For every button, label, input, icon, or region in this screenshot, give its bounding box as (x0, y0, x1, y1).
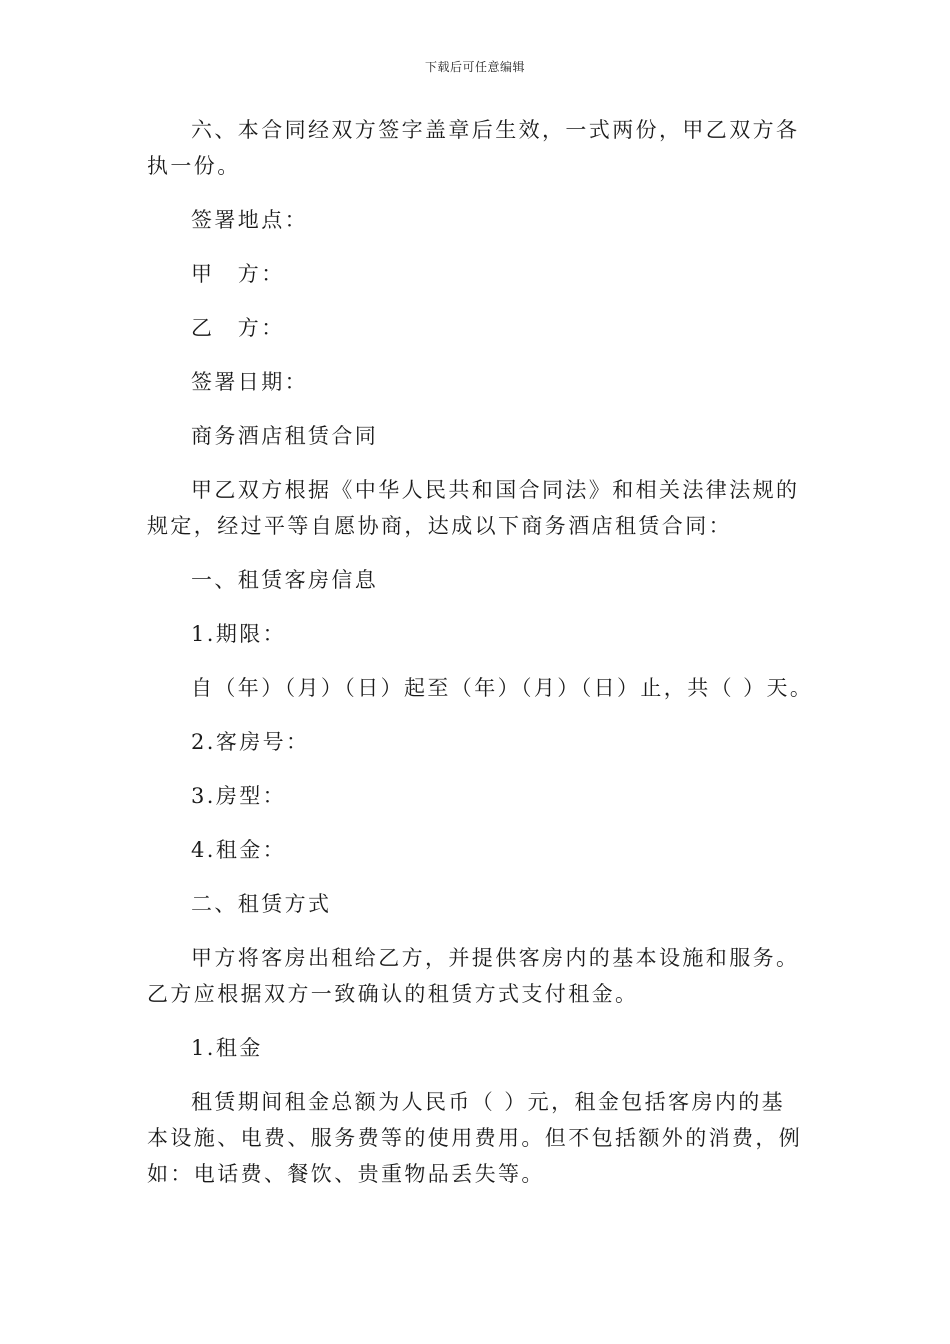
rent-subheading: 1.租金 (191, 1036, 263, 1060)
term-dates-line: 自（年）（月）（日）起至（年）（月）（日）止，共（ ）天。 (191, 676, 814, 700)
term-label: 1.期限： (191, 622, 287, 646)
room-type-label: 3.房型： (191, 784, 287, 808)
page-header-note: 下载后可任意编辑 (424, 60, 525, 74)
lease-method-paragraph: 甲方将客房出租给乙方，并提供客房内的基本设施和服务。乙方应根据双方一致确认的租赁方式支付租金。 (147, 946, 800, 1006)
rent-details-paragraph: 租赁期间租金总额为人民币（ ）元，租金包括客房内的基本设施、电费、服务费等的使用费用。但不包括额外的消费，例如：电话费、餐饮、贵重物品丢失等。 (147, 1090, 803, 1186)
preamble-paragraph: 甲乙双方根据《中华人民共和国合同法》和相关法律法规的规定，经过平等自愿协商，达成以下商务酒店租赁合同： (147, 478, 800, 538)
document-body (147, 112, 814, 1210)
signing-date-label: 签署日期： (191, 370, 308, 394)
party-b-label: 乙 方： (191, 316, 285, 340)
signing-place-label: 签署地点： (191, 208, 308, 232)
party-a-label: 甲 方： (191, 262, 285, 286)
room-number-label: 2.客房号： (191, 730, 310, 754)
section-one-heading: 一、租赁客房信息 (191, 568, 379, 592)
contract-title: 商务酒店租赁合同 (191, 424, 379, 448)
section-two-heading: 二、租赁方式 (191, 892, 332, 916)
rent-label: 4.租金： (191, 838, 287, 862)
clause-six-paragraph: 六、本合同经双方签字盖章后生效，一式两份，甲乙双方各执一份。 (147, 118, 800, 178)
